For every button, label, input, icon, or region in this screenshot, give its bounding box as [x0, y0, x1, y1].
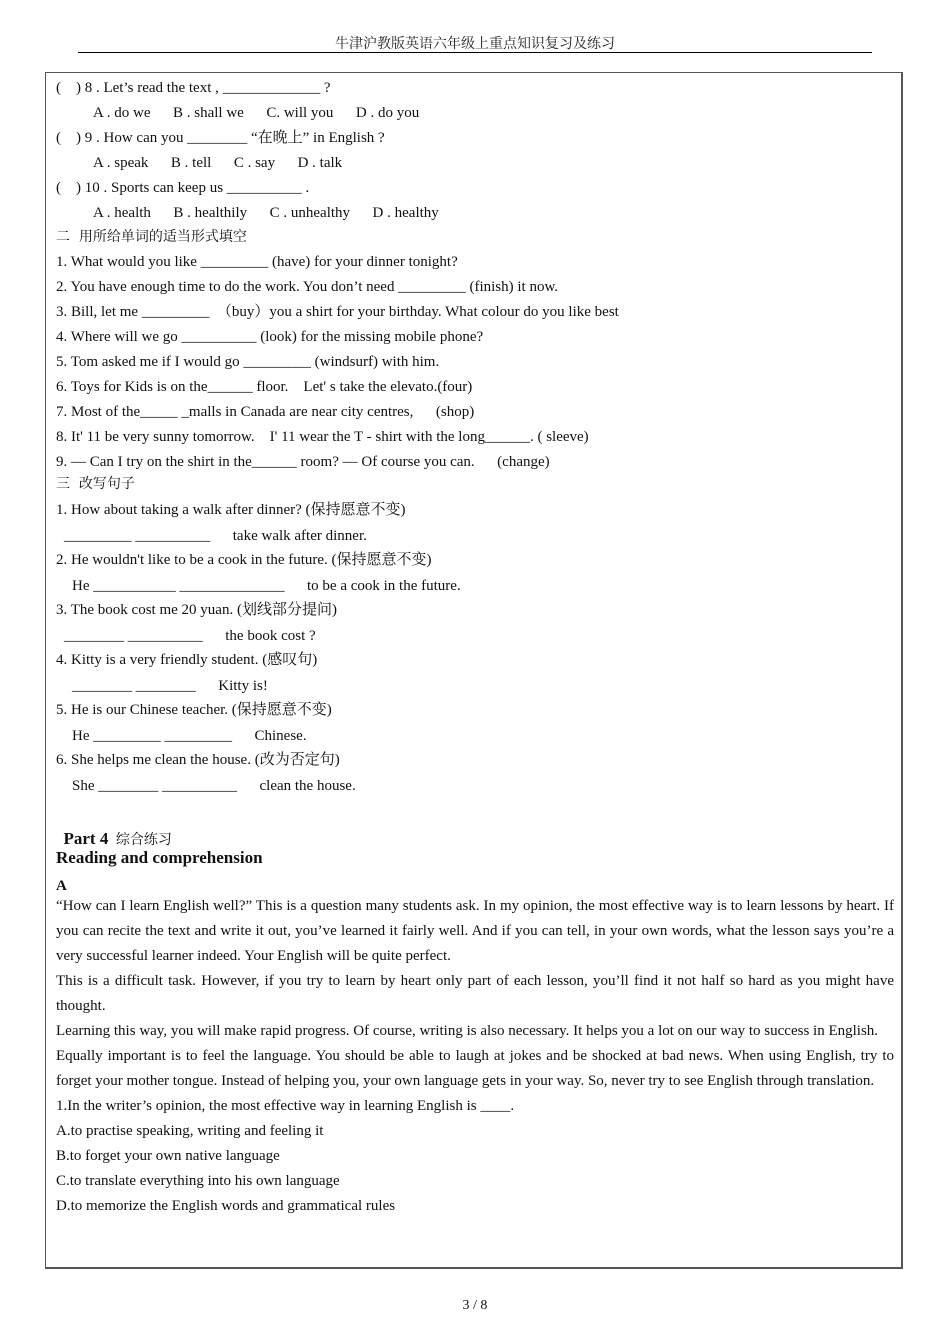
reading-section-label: A — [56, 878, 67, 894]
section3-title: 三 改写句子 — [56, 476, 135, 492]
mc-options-10: A . health B . healthily C . unhealthy D . healthy — [93, 205, 439, 221]
fill-item-5: 5. Tom asked me if I would go _________ (windsurf) with him. — [56, 354, 440, 370]
rewrite-question-5: 5. He is our Chinese teacher. (保持愿意不变) — [56, 702, 332, 718]
page-header: 牛津沪教版英语六年级上重点知识复习及练习 — [335, 36, 615, 52]
reading-option-c: C.to translate everything into his own language — [56, 1173, 340, 1189]
reading-passage — [56, 894, 894, 1219]
rewrite-answer-4: ________ ________ Kitty is! — [72, 678, 268, 694]
mc-question-9: ( ) 9 . How can you ________ “在晚上” in English ? — [56, 130, 385, 146]
rewrite-question-1: 1. How about taking a walk after dinner? (保持愿意不变) — [56, 502, 406, 518]
mc-options-8: A . do we B . shall we C. will you D . do you — [93, 105, 420, 121]
part4-heading — [56, 809, 172, 850]
part4-label: Part 4 — [63, 829, 109, 848]
mc-question-10: ( ) 10 . Sports can keep us __________ . — [56, 180, 310, 196]
mc-options-9: A . speak B . tell C . say D . talk — [93, 155, 343, 171]
passage-paragraph-4: Equally important is to feel the language. You should be able to laugh at jokes and be shocked at bad news. When using English, try to forget your mother tongue. Instead of helping you, your own language gets in your way. So, never try to see English through translation. — [56, 1048, 894, 1089]
rewrite-answer-5: He _________ _________ Chinese. — [72, 728, 307, 744]
rewrite-answer-6: She ________ __________ clean the house. — [72, 778, 356, 794]
reading-question-1: 1.In the writer’s opinion, the most effective way in learning English is ____. — [56, 1098, 515, 1114]
reading-option-d: D.to memorize the English words and grammatical rules — [56, 1198, 396, 1214]
fill-item-7: 7. Most of the_____ _malls in Canada are near city centres, (shop) — [56, 404, 475, 420]
section2-title: 二 用所给单词的适当形式填空 — [56, 229, 247, 245]
mc-question-8: ( ) 8 . Let’s read the text , _____________ ? — [56, 80, 331, 96]
part4-label-cn: 综合练习 — [115, 832, 172, 848]
passage-paragraph-1: “How can I learn English well?” This is a question many students ask. In my opinion, the most effective way is to learn lessons by heart. If you can recite the text and write it out, you’ve learned it fairly well. And if you can tell, in your own words, what the lesson says you’re a very successful learner indeed. Your English will be quite perfect. — [56, 898, 894, 964]
rewrite-answer-2: He ___________ ______________ to be a cook in the future. — [72, 578, 461, 594]
rewrite-answer-1: _________ __________ take walk after dinner. — [64, 528, 367, 544]
rewrite-question-2: 2. He wouldn't like to be a cook in the future. (保持愿意不变) — [56, 552, 432, 568]
rewrite-answer-3: ________ __________ the book cost ? — [64, 628, 316, 644]
reading-option-a: A.to practise speaking, writing and feeling it — [56, 1123, 324, 1139]
rewrite-question-3: 3. The book cost me 20 yuan. (划线部分提问) — [56, 602, 337, 618]
header-rule — [78, 52, 872, 53]
rewrite-question-4: 4. Kitty is a very friendly student. (感叹句) — [56, 652, 318, 668]
fill-item-3: 3. Bill, let me _________ （buy）you a shirt for your birthday. What colour do you like best — [56, 304, 619, 320]
fill-item-9: 9. — Can I try on the shirt in the______ room? — Of course you can. (change) — [56, 454, 550, 470]
passage-paragraph-2: This is a difficult task. However, if you try to learn by heart only part of each lesson, you’ll find it not half so hard as you might have thought. — [56, 973, 894, 1014]
fill-item-4: 4. Where will we go __________ (look) for the missing mobile phone? — [56, 329, 484, 345]
reading-option-b: B.to forget your own native language — [56, 1148, 280, 1164]
passage-paragraph-3: Learning this way, you will make rapid progress. Of course, writing is also necessary. It helps you a lot on our way to success in English. — [56, 1023, 879, 1039]
rewrite-question-6: 6. She helps me clean the house. (改为否定句) — [56, 752, 340, 768]
reading-title: Reading and comprehension — [56, 848, 263, 867]
fill-item-1: 1. What would you like _________ (have) for your dinner tonight? — [56, 254, 458, 270]
fill-item-6: 6. Toys for Kids is on the______ floor. Let' s take the elevato.(four) — [56, 379, 473, 395]
page-number: 3 / 8 — [462, 1298, 488, 1313]
fill-item-2: 2. You have enough time to do the work. You don’t need _________ (finish) it now. — [56, 279, 559, 295]
fill-item-8: 8. It' 11 be very sunny tomorrow. I' 11 wear the T - shirt with the long______. ( sleeve) — [56, 429, 589, 445]
